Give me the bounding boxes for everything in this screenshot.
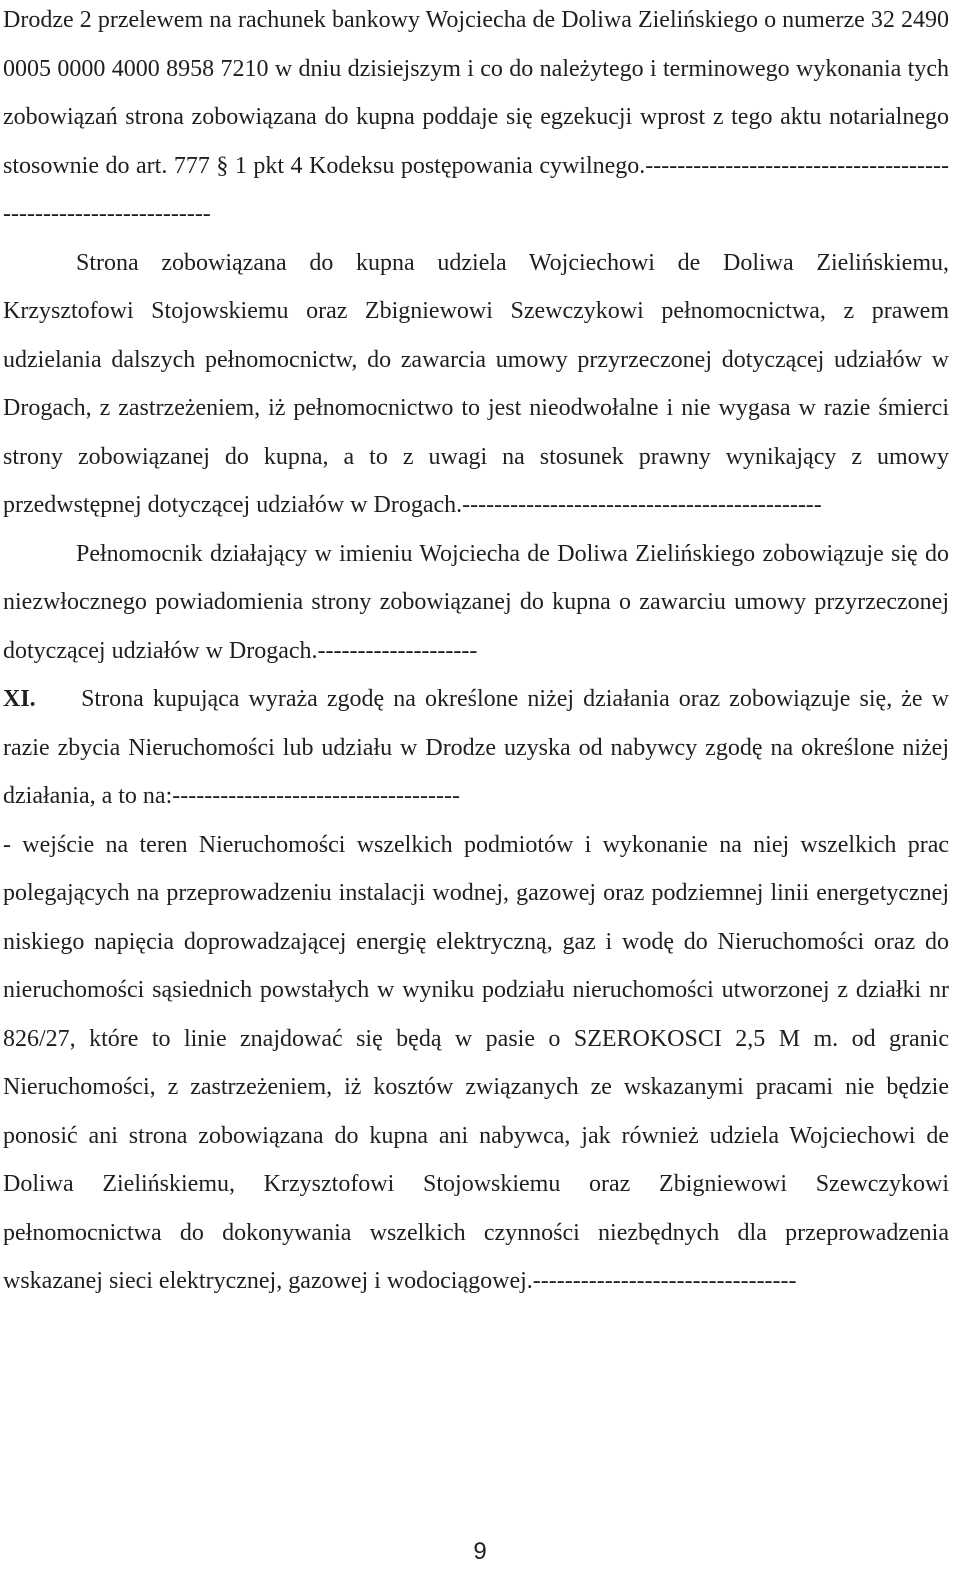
section-xi-paragraph [3,675,949,821]
filler-dashes: -------------------- [317,637,478,664]
paragraph-text: Pełnomocnik działający w imieniu Wojciecha de Doliwa Zielińskiego zobowiązuje się do niezwłocznego powiadomienia strony zobowiązanej do kupna o zawarciu umowy przyrzeczonej dotyczącej udziałów w Drogach. [3,540,949,664]
paragraph-attorney-notification [3,530,949,676]
paragraph-utilities-installation [3,821,949,1306]
paragraph-text: Strona zobowiązana do kupna udziela Wojciechowi de Doliwa Zielińskiemu, Krzysztofowi Stojowskiemu oraz Zbigniewowi Szewczykowi pełnomocnictwa, z prawem udzielania dalszych pełnomocnictw, do zawarcia umowy przyrzeczonej dotyczącej udziałów w Drogach, z zastrzeżeniem, iż pełnomocnictwo to jest nieodwołalne i nie wygasa w razie śmierci strony zobowiązanej do kupna, a to z uwagi na stosunek prawny wynikający z umowy przedwstępnej dotyczącej udziałów w Drogach. [3,249,949,518]
filler-dashes: --------------------------------------------- [462,492,822,518]
section-label: XI. [3,686,36,712]
paragraph-payment-enforcement [3,0,949,239]
filler-dashes: ------------------------------------ [172,783,460,809]
filler-dashes: --------------------------------- [532,1268,797,1294]
paragraph-text: - wejście na teren Nieruchomości wszelkich podmiotów i wykonanie na niej wszelkich prac polegających na przeprowadzeniu instalacji wodnej, gazowej oraz podziemnej linii energetycznej niskiego napięcia doprowadzającej energię elektryczną, gaz i wodę do Nieruchomości oraz do nieruchomości sąsiednich powstałych w wyniku podziału nieruchomości utworzonej z działki nr 826/27, które to linie znajdować się będą w pasie o SZEROKOSCI 2,5 M m. od granic Nieruchomości, z zastrzeżeniem, iż kosztów związanych ze wskazanymi pracami nie będzie ponosić ani strona zobowiązana do kupna ani nabywca, jak również udziela Wojciechowi de Doliwa Zielińskiemu, Krzysztofowi Stojowskiemu oraz Zbigniewowi Szewczykowi pełnomocnictwa do dokonywania wszelkich czynności niezbędnych dla przeprowadzenia wskazanej sieci elektrycznej, gazowej i wodociągowej. [3,831,949,1294]
paragraph-power-of-attorney [3,239,949,530]
paragraph-text: Strona kupująca wyraża zgodę na określone niżej działania oraz zobowiązuje się, że w razie zbycia Nieruchomości lub udziału w Drodze uzyska od nabywcy zgodę na określone niżej działania, a to na: [3,686,950,809]
filler-dashes: ---------------------------------------------------------------- [3,152,949,227]
page-number: 9 [473,1538,487,1565]
paragraph-text: Drodze 2 przelewem na rachunek bankowy Wojciecha de Doliwa Zielińskiego o numerze 32 2490 0005 0000 4000 8958 7210 w dniu dzisiejszym i co do należytego i terminowego wykonania tych zobowiązań strona zobowiązana do kupna poddaje się egzekucji wprost z tego aktu notarialnego stosownie do art. 777 § 1 pkt 4 Kodeksu postępowania cywilnego. [3,7,949,179]
document-body [3,0,949,1306]
